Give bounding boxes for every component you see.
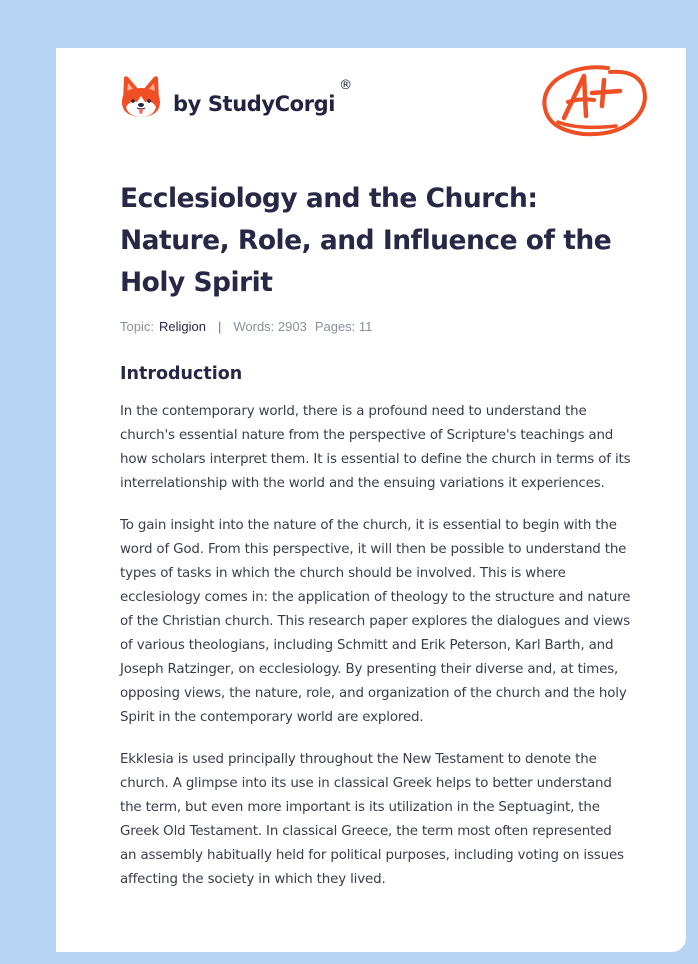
paragraph: To gain insight into the nature of the church, it is essential to begin with the word of God. From this perspective, it will then be possible to understand the types of tasks in which the church should be involved. This is where ecclesiology comes in: the application of theology to the structure and nature of the Christian church. This research paper explores the dialogues and views of various theologians, including Schmitt and Erik Peterson, Karl Barth, and Joseph Ratzinger, on ecclesiology. By presenting their diverse and, at times, opposing views, the nature, role, and organization of the church and the holy Spirit in the contemporary world are explored. (120, 518, 631, 725)
topic-link[interactable]: Religion (158, 318, 206, 334)
paragraph: Ekklesia is used principally throughout the New Testament to denote the church. A glimpse into its use in classical Greek helps to better understand the term, but even more important is its utilization in the Septuagint, the Greek Old Testament. In classical Greece, the term most often represented an assembly habitually held for political purposes, including voting on issues affecting the society in which they lived. (120, 752, 624, 887)
a-plus-grade-icon (538, 60, 648, 140)
corgi-face-icon (120, 74, 162, 120)
studycorgi-logo[interactable] (120, 74, 352, 120)
topic-label: Topic: (120, 318, 154, 334)
header (56, 48, 686, 158)
registered-mark: ® (339, 77, 353, 93)
document-card (56, 48, 686, 952)
brand-name: by StudyCorgi (173, 92, 336, 116)
section-heading-introduction: Introduction (120, 364, 243, 384)
document-content (120, 178, 632, 892)
page-count: Pages: 11 (314, 318, 373, 334)
document-title: Ecclesiology and the Church: Nature, Role, and Influence of the Holy Spirit (120, 183, 612, 298)
paragraph: In the contemporary world, there is a profound need to understand the church's essential nature from the perspective of Scripture's teachings and how scholars interpret them. It is essential to define the church in terms of its interrelationship with the world and the ensuing variations it experiences. (120, 404, 631, 491)
meta-separator: | (217, 318, 222, 334)
document-meta (120, 316, 632, 336)
word-count: Words: 2903 (233, 318, 307, 334)
